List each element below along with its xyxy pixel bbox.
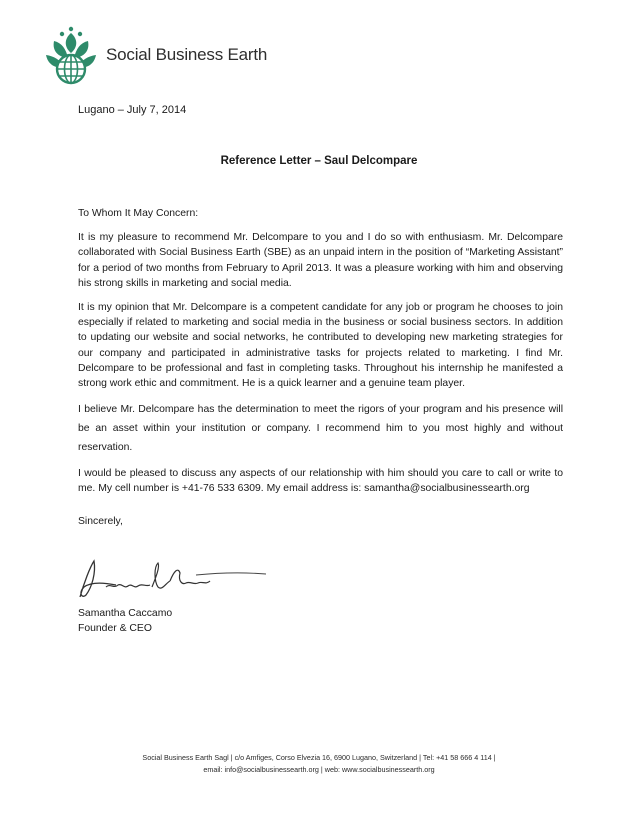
brand-name: Social Business Earth xyxy=(106,45,268,64)
globe-logo-icon xyxy=(40,25,102,87)
footer xyxy=(0,752,638,776)
paragraph-1: It is my pleasure to recommend Mr. Delcompare to you and I do so with enthusiasm. Mr. Delcompare collaborated with Social Business Earth (SBE) as an unpaid intern in the position of “Marketing Assistant” for a period of two months from February to April 2013. It was a pleasure working with him and observing his strong skills in marketing and social media. xyxy=(78,232,563,289)
footer-address: Social Business Earth Sagl | c/o Amfiges, Corso Elvezia 16, 6900 Lugano, Switzerland | Tel: +41 58 666 4 114 | xyxy=(142,753,496,762)
signature-icon xyxy=(66,553,276,603)
signer-name: Samantha Caccamo xyxy=(78,608,173,619)
closing: Sincerely, xyxy=(78,516,123,527)
signer-block xyxy=(78,606,172,636)
letter-date: Lugano – July 7, 2014 xyxy=(78,104,187,116)
paragraph-3: I believe Mr. Delcompare has the determination to meet the rigors of your program and his presence will be an asset within your institution or company. I recommend him to you most highly and without reservation. xyxy=(78,404,563,454)
salutation: To Whom It May Concern: xyxy=(78,208,199,219)
signer-title: Founder & CEO xyxy=(78,623,152,634)
letterhead xyxy=(40,25,300,87)
paragraph-4: I would be pleased to discuss any aspects of our relationship with him should you care to call or write to me. My cell number is +41-76 533 6309. My email address is: samantha@socialbusinessearth.org xyxy=(78,468,563,495)
letter-body xyxy=(78,206,563,506)
letter-title: Reference Letter – Saul Delcompare xyxy=(220,155,418,167)
paragraph-2: It is my opinion that Mr. Delcompare is a competent candidate for any job or program he chooses to join especially if related to marketing and social media in the business or social business sectors. In addition to updating our website and social networks, he contributed to developing new marketing strategies for our company and participated in administrative tasks for projects related to marketing. I find Mr. Delcompare to be professional and fast in completing tasks. Throughout his internship he manifested a strong work ethic and commitment. He is a quick learner and a genuine team player. xyxy=(78,302,563,390)
footer-contact: email: info@socialbusinessearth.org | web: www.socialbusinessearth.org xyxy=(203,765,435,774)
